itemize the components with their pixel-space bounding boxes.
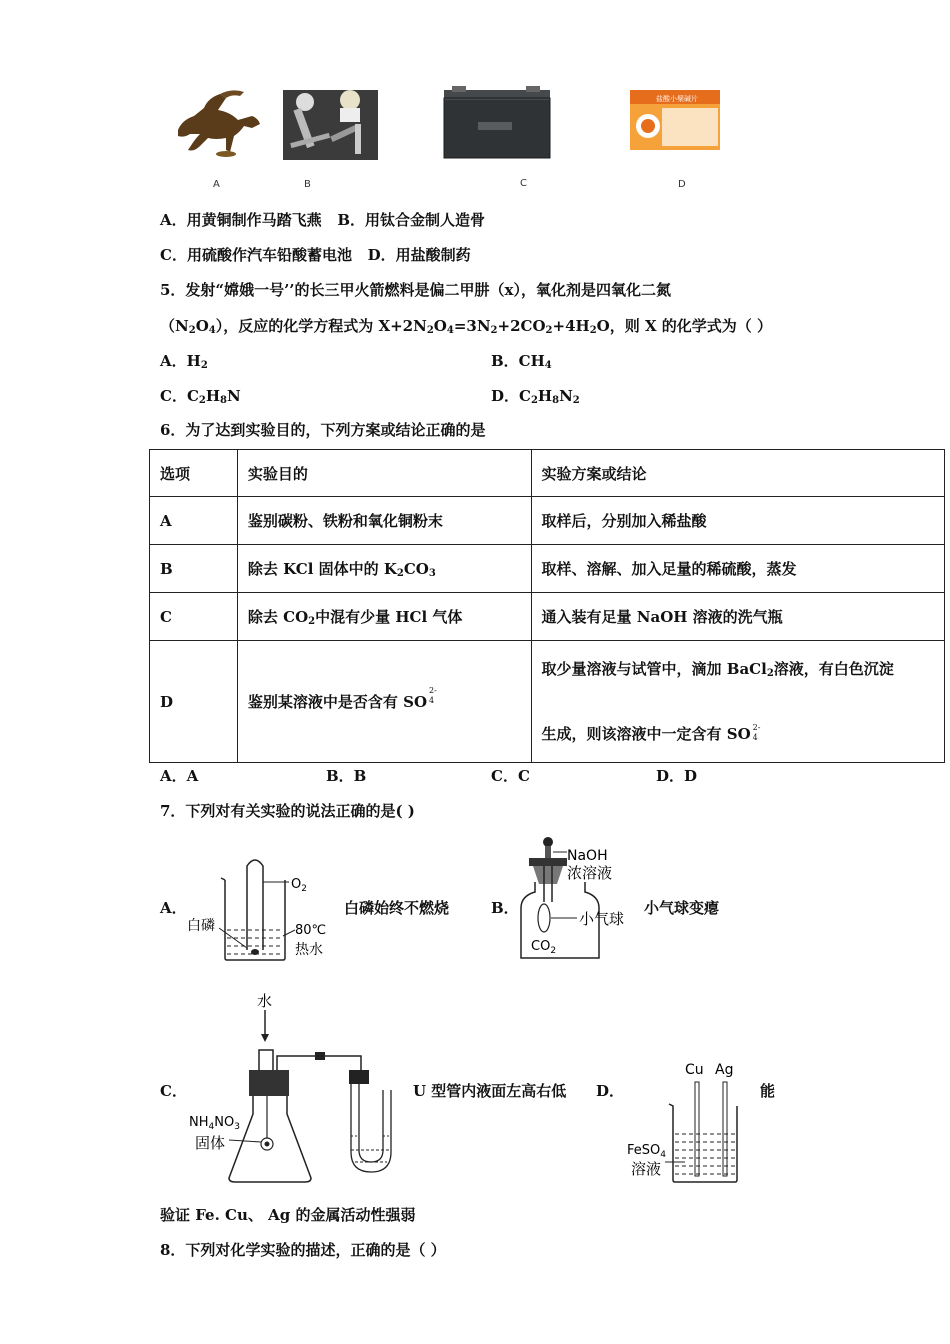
diagram-b-bottle — [515, 832, 640, 967]
label-temperature: 80℃ — [295, 923, 327, 938]
q7-d-label: D． — [596, 1082, 625, 1100]
q4-options-row1 — [160, 210, 485, 230]
row-a-plan: 取样后，分别加入稀盐酸 — [531, 497, 944, 545]
q8-stem: 8．下列对化学实验的描述，正确的是（ ） — [160, 1241, 446, 1259]
q4-option-d: D．用盐酸制药 — [367, 246, 471, 264]
row-c-option: C — [150, 593, 238, 641]
caption-d: D — [678, 179, 686, 190]
label-water: 水 — [257, 992, 273, 1010]
diagram-d-beaker — [625, 1058, 760, 1188]
q4-option-a: A．用黄铜制作马踏飞燕 — [160, 211, 322, 229]
header-plan: 实验方案或结论 — [531, 450, 944, 497]
q4-images — [160, 80, 760, 195]
q5-option-b: B．$CH_4$ — [491, 352, 552, 371]
label-concentrated-solution: 浓溶液 — [567, 864, 613, 882]
q7-a-label: A． — [160, 899, 187, 917]
label-nh4no3: $NH_4NO_3$ — [189, 1115, 240, 1132]
label-solid: 固体 — [195, 1134, 226, 1152]
label-white-phosphorus: 白磷 — [187, 918, 215, 934]
label-hot-water: 热水 — [295, 942, 323, 958]
row-b-goal: 除去 KCl 固体中的 $K_2CO_3$ — [237, 545, 531, 593]
q7-a-text: 白磷始终不燃烧 — [344, 899, 450, 917]
q6-stem: 6．为了达到实验目的，下列方案或结论正确的是 — [160, 421, 486, 439]
q7-d-text: 能 — [760, 1082, 776, 1100]
caption-b: B — [304, 179, 311, 190]
table-row — [150, 545, 945, 593]
header-option: 选项 — [150, 450, 238, 497]
medicine-box-image — [630, 90, 720, 150]
q4-option-b: B．用钛合金制人造骨 — [337, 211, 485, 229]
q7-c-label: C． — [160, 1082, 187, 1100]
row-d-goal: 鉴别某溶液中是否含有 SO 2- 4 — [237, 641, 531, 763]
caption-a: A — [213, 179, 220, 190]
row-c-goal: 除去 $CO_2$中混有少量 HCl 气体 — [237, 593, 531, 641]
titanium-bones-image — [283, 90, 378, 160]
label-feso4: FeSO$_4$ — [627, 1143, 666, 1160]
q6-table — [149, 449, 945, 763]
battery-image — [444, 86, 550, 158]
table-row — [150, 593, 945, 641]
q5-option-c: C．$C_2H_8N$ — [160, 387, 241, 406]
box-label: 盐酸小檗碱片 — [656, 95, 698, 103]
diagram-c-flask — [185, 990, 410, 1188]
row-b-plan: 取样、溶解、加入足量的稀硫酸，蒸发 — [531, 545, 944, 593]
horse-statue-image — [178, 90, 260, 157]
q7-c-text: U 型管内液面左高右低 — [413, 1082, 567, 1100]
q6-option-d: D．D — [656, 767, 698, 785]
q5-stem-line1: 5．发射“嫦娥一号’’的长三甲火箭燃料是偏二甲肼（x），氧化剂是四氧化二氮 — [160, 281, 671, 299]
q5-option-d: D．$C_2H_8N_2$ — [491, 387, 580, 406]
table-row — [150, 641, 945, 763]
label-o2: $O_2$ — [291, 877, 307, 894]
row-c-plan: 通入装有足量 NaOH 溶液的洗气瓶 — [531, 593, 944, 641]
label-cu: Cu — [685, 1062, 704, 1078]
row-a-option: A — [150, 497, 238, 545]
q7-stem: 7．下列对有关实验的说法正确的是( ) — [160, 802, 415, 820]
label-ag: Ag — [715, 1062, 734, 1078]
label-solution: 溶液 — [631, 1160, 662, 1178]
row-b-option: B — [150, 545, 238, 593]
q6-option-a: A．A — [160, 767, 199, 785]
row-d-plan: 取少量溶液与试管中，滴加 BaCl$_2$溶液，有白色沉淀 生成，则该溶液中一定含有 SO 2- 4 — [531, 641, 944, 763]
label-co2: $CO_2$ — [531, 939, 557, 956]
header-goal: 实验目的 — [237, 450, 531, 497]
q5-option-a: A．$H_2$ — [160, 352, 208, 371]
label-balloon: 小气球 — [579, 910, 625, 928]
caption-c: C — [520, 178, 527, 189]
row-d-option: D — [150, 641, 238, 763]
q5-stem-line2: $(N_2O_4)$，反应的化学方程式为 $X+2N_2O_4=3N_2+2CO_2+4H_2O$，则 X 的化学式为（ ） — [160, 317, 773, 336]
label-naoh: NaOH — [567, 848, 608, 864]
diagram-a-beaker — [185, 850, 345, 965]
q4-option-c: C．用硫酸作汽车铅酸蓄电池 — [160, 246, 352, 264]
q7-b-text: 小气球变瘪 — [644, 899, 720, 917]
q6-option-b: B．B — [326, 767, 367, 785]
table-header-row — [150, 450, 945, 497]
q6-option-c: C．C — [491, 767, 530, 785]
table-row — [150, 497, 945, 545]
q4-options-row2 — [160, 245, 471, 265]
q7-b-label: B． — [491, 899, 519, 917]
row-a-goal: 鉴别碳粉、铁粉和氧化铜粉末 — [237, 497, 531, 545]
q7-d-tail: 验证 Fe. Cu、 Ag 的金属活动性强弱 — [160, 1206, 416, 1224]
